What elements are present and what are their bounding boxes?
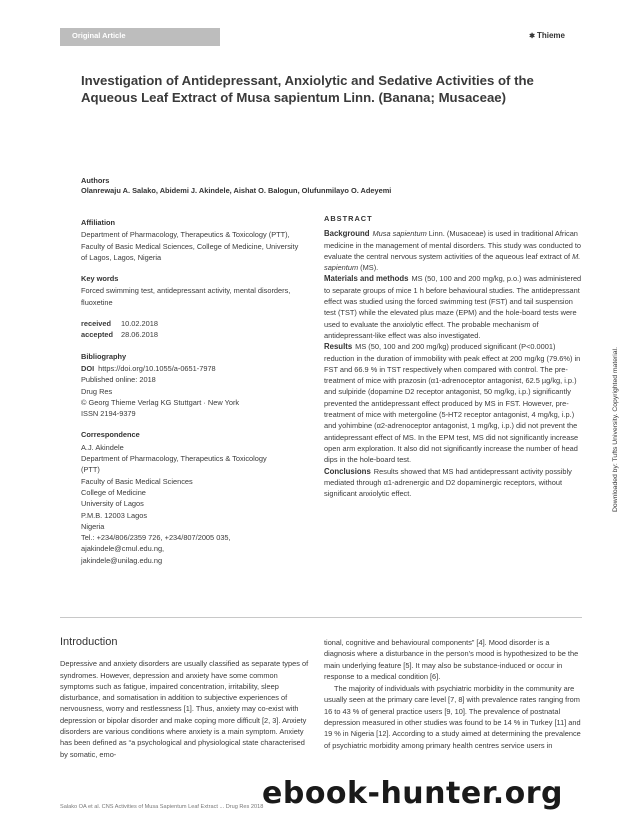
abstract-conclusions — [324, 466, 582, 500]
results-label: Results — [324, 342, 353, 352]
download-notice — [612, 312, 618, 512]
correspondence-line: P.M.B. 12003 Lagos — [81, 510, 148, 520]
bibliography-label: Bibliography — [81, 351, 127, 361]
published-date: Published online: 2018 — [81, 375, 156, 385]
correspondence-email[interactable]: jakindele@unilag.edu.ng — [81, 555, 163, 565]
conclusions-label: Conclusions — [324, 466, 371, 476]
thieme-logo-icon: ✱ — [529, 33, 535, 40]
abstract-background — [324, 228, 582, 273]
section-divider — [60, 617, 582, 618]
results-text: MS (50, 100 and 200 mg/kg) produced significant (P<0.0001) reduction in the duration of immobility with peak effect at 200 mg/kg (79.6%) in FST and 66.9 % in TST respectively when compared with control. The pre-treatment of mice with prazosin (α1-adrenoceptor antagonist, 62.5 µg/kg, i.p.) and sulpiride (dopamine D2 receptor antagonist, 50 mg/kg, i.p.) significantly prevented the antidepressant effect produced by MS in FST. However, pre-treatment of mice with metergoline (5-HT2 receptor antagonist, 4 mg/kg, i.p.) and yohimbine (α2-adrenoceptor antagonist, 1 mg/kg, i.p.) did not prevent the antidepressant effect of MS. In the EPM test, MS did not significantly increase open arm exploration. It also did not significantly increase the number of head dips in the hole-board test. — [324, 342, 581, 465]
conclusions-text: Results showed that MS had antidepressant activity possibly mediated through α1-adrenergic and D2 dopaminergic receptors, without significant anxiolytic effect. — [324, 466, 572, 499]
publisher-name: Thieme — [536, 31, 565, 40]
bibliography-section — [81, 351, 299, 420]
abstract-methods — [324, 273, 582, 341]
correspondence-line: Nigeria — [81, 521, 105, 531]
correspondence-line: University of Lagos — [81, 499, 144, 509]
affiliation-text: Department of Pharmacology, Therapeutics & Toxicology (PTT), Faculty of Basic Medical Sciences, College of Medicine, University of Lagos, Lagos, Nigeria — [81, 230, 299, 262]
abstract-section — [324, 213, 582, 499]
authors-block — [81, 176, 581, 196]
methods-label: Materials and methods — [324, 274, 409, 284]
correspondence-phone: Tel.: +234/806/2359 726, +234/807/2005 035, — [81, 533, 231, 543]
article-title: Investigation of Antidepressant, Anxiolytic and Sedative Activities of the Aqueous Leaf Extract of Musa sapientum Linn. (Banana; Musaceae) — [81, 73, 534, 105]
authors-names: Olanrewaju A. Salako, Abidemi J. Akindele, Aishat O. Balogun, Olufunmilayo O. Adeyemi — [81, 186, 392, 195]
abstract-results — [324, 341, 582, 465]
correspondence-line: (PTT) — [81, 465, 100, 475]
introduction-heading: Introduction — [60, 636, 118, 648]
copyright-line: © Georg Thieme Verlag KG Stuttgart · New York — [81, 397, 240, 407]
article-type-tag — [60, 28, 220, 46]
article-type-label: Original Article — [72, 31, 126, 40]
correspondence-line: Department of Pharmacology, Therapeutics & Toxicology — [81, 454, 267, 464]
doi-row — [81, 363, 299, 374]
authors-label: Authors — [81, 176, 110, 185]
correspondence-line: College of Medicine — [81, 487, 146, 497]
species-name-short: M. sapientum — [324, 251, 581, 273]
abstract-heading: ABSTRACT — [324, 214, 373, 223]
keywords-section — [81, 273, 299, 308]
accepted-label: accepted — [81, 330, 114, 340]
received-row — [81, 318, 299, 329]
received-label: received — [81, 319, 111, 329]
correspondence-line: Faculty of Basic Medical Sciences — [81, 476, 193, 486]
correspondence-label: Correspondence — [81, 430, 140, 440]
intro-paragraph: tional, cognitive and behavioural components” [4]. Mood disorder is a diagnosis where a disturbance in the person’s mood is hypothesized to be the main underlying feature [5]. It may also be substance-induced or occur in response to a medical condition [6]. — [324, 638, 579, 681]
doi-link[interactable]: https://doi.org/10.1055/a-0651-7978 — [98, 363, 216, 373]
header-band — [0, 28, 620, 46]
keywords-text: Forced swimming test, antidepressant activity, mental disorders, fluoxetine — [81, 286, 291, 307]
intro-paragraph: Depressive and anxiety disorders are usually classified as separate types of syndromes. However, depression and anxiety have some common symptoms such as fatigue, impaired concentration, irritability, sleep disturbance, and somatisation in addition to subjective experiences of nervousness, worry and restlessness [1]. Thus, anxiety may co-exist with depression or bipolar disorder and make coping more difficult [2, 3]. Anxiety disorders are various conditions where anxiety is a main symptom. Anxiety has been defined as “a psychological and physiological state characterised by somatic, emo- — [60, 659, 309, 759]
dates-section — [81, 318, 299, 341]
keywords-label: Key words — [81, 274, 119, 284]
correspondence-email[interactable]: ajakindele@cmul.edu.ng, — [81, 544, 165, 554]
background-text: Linn. (Musaceae) is used in traditional African medicine in the management of mental disorders. This study was conducted to evaluate the central nervous system activities of the aqueous leaf extract of — [324, 229, 582, 261]
received-date: 10.02.2018 — [121, 319, 158, 329]
intro-column-right — [324, 637, 582, 751]
journal-name: Drug Res — [81, 386, 113, 396]
accepted-date: 28.06.2018 — [121, 330, 158, 340]
affiliation-label: Affiliation — [81, 218, 116, 227]
methods-text: MS (50, 100 and 200 mg/kg, p.o.) was administered to separate groups of mice 1 h before behavioural studies. The antidepressant effect was studied using the forced swimming test (FST) and tail suspension test (TST) while the elevated plus maze (EPM) and the hole-board tests were used to evaluate the anxiolytic effect. The probable mechanism of antidepressant-like effect was also investigated. — [324, 274, 582, 340]
article-metadata-column — [81, 217, 299, 576]
watermark-text: ebook-hunter.org — [262, 776, 563, 811]
download-notice-text: Downloaded by: Tufts University. Copyrighted material. — [612, 347, 619, 512]
background-label: Background — [324, 229, 370, 239]
page-footer: Salako OA et al. CNS Activities of Musa Sapientum Leaf Extract ... Drug Res 2018 — [60, 804, 264, 810]
issn-line: ISSN 2194-9379 — [81, 409, 136, 419]
species-name: Musa sapientum — [372, 229, 427, 239]
correspondence-section — [81, 429, 299, 566]
accepted-row — [81, 329, 299, 340]
intro-paragraph: The majority of individuals with psychiatric morbidity in the community are usually seen at the primary care level [7, 8] with prevalence rates ranging from 16 to 43 % of general practice users [9, 10]. The prevalence of postnatal depression measured in other studies was found to be 14 % in Turkey [11] and 19 % in Nigeria [12]. According to a study aimed at determining the prevalence of psychiatric morbidity among primary health centres service users in — [324, 684, 581, 750]
background-text-end: (MS). — [358, 263, 379, 273]
correspondence-line: A.J. Akindele — [81, 442, 124, 452]
affiliation-section — [81, 217, 299, 263]
doi-label: DOI — [81, 363, 95, 373]
watermark — [262, 776, 612, 824]
publisher-logo — [529, 31, 565, 40]
intro-column-left — [60, 637, 312, 760]
